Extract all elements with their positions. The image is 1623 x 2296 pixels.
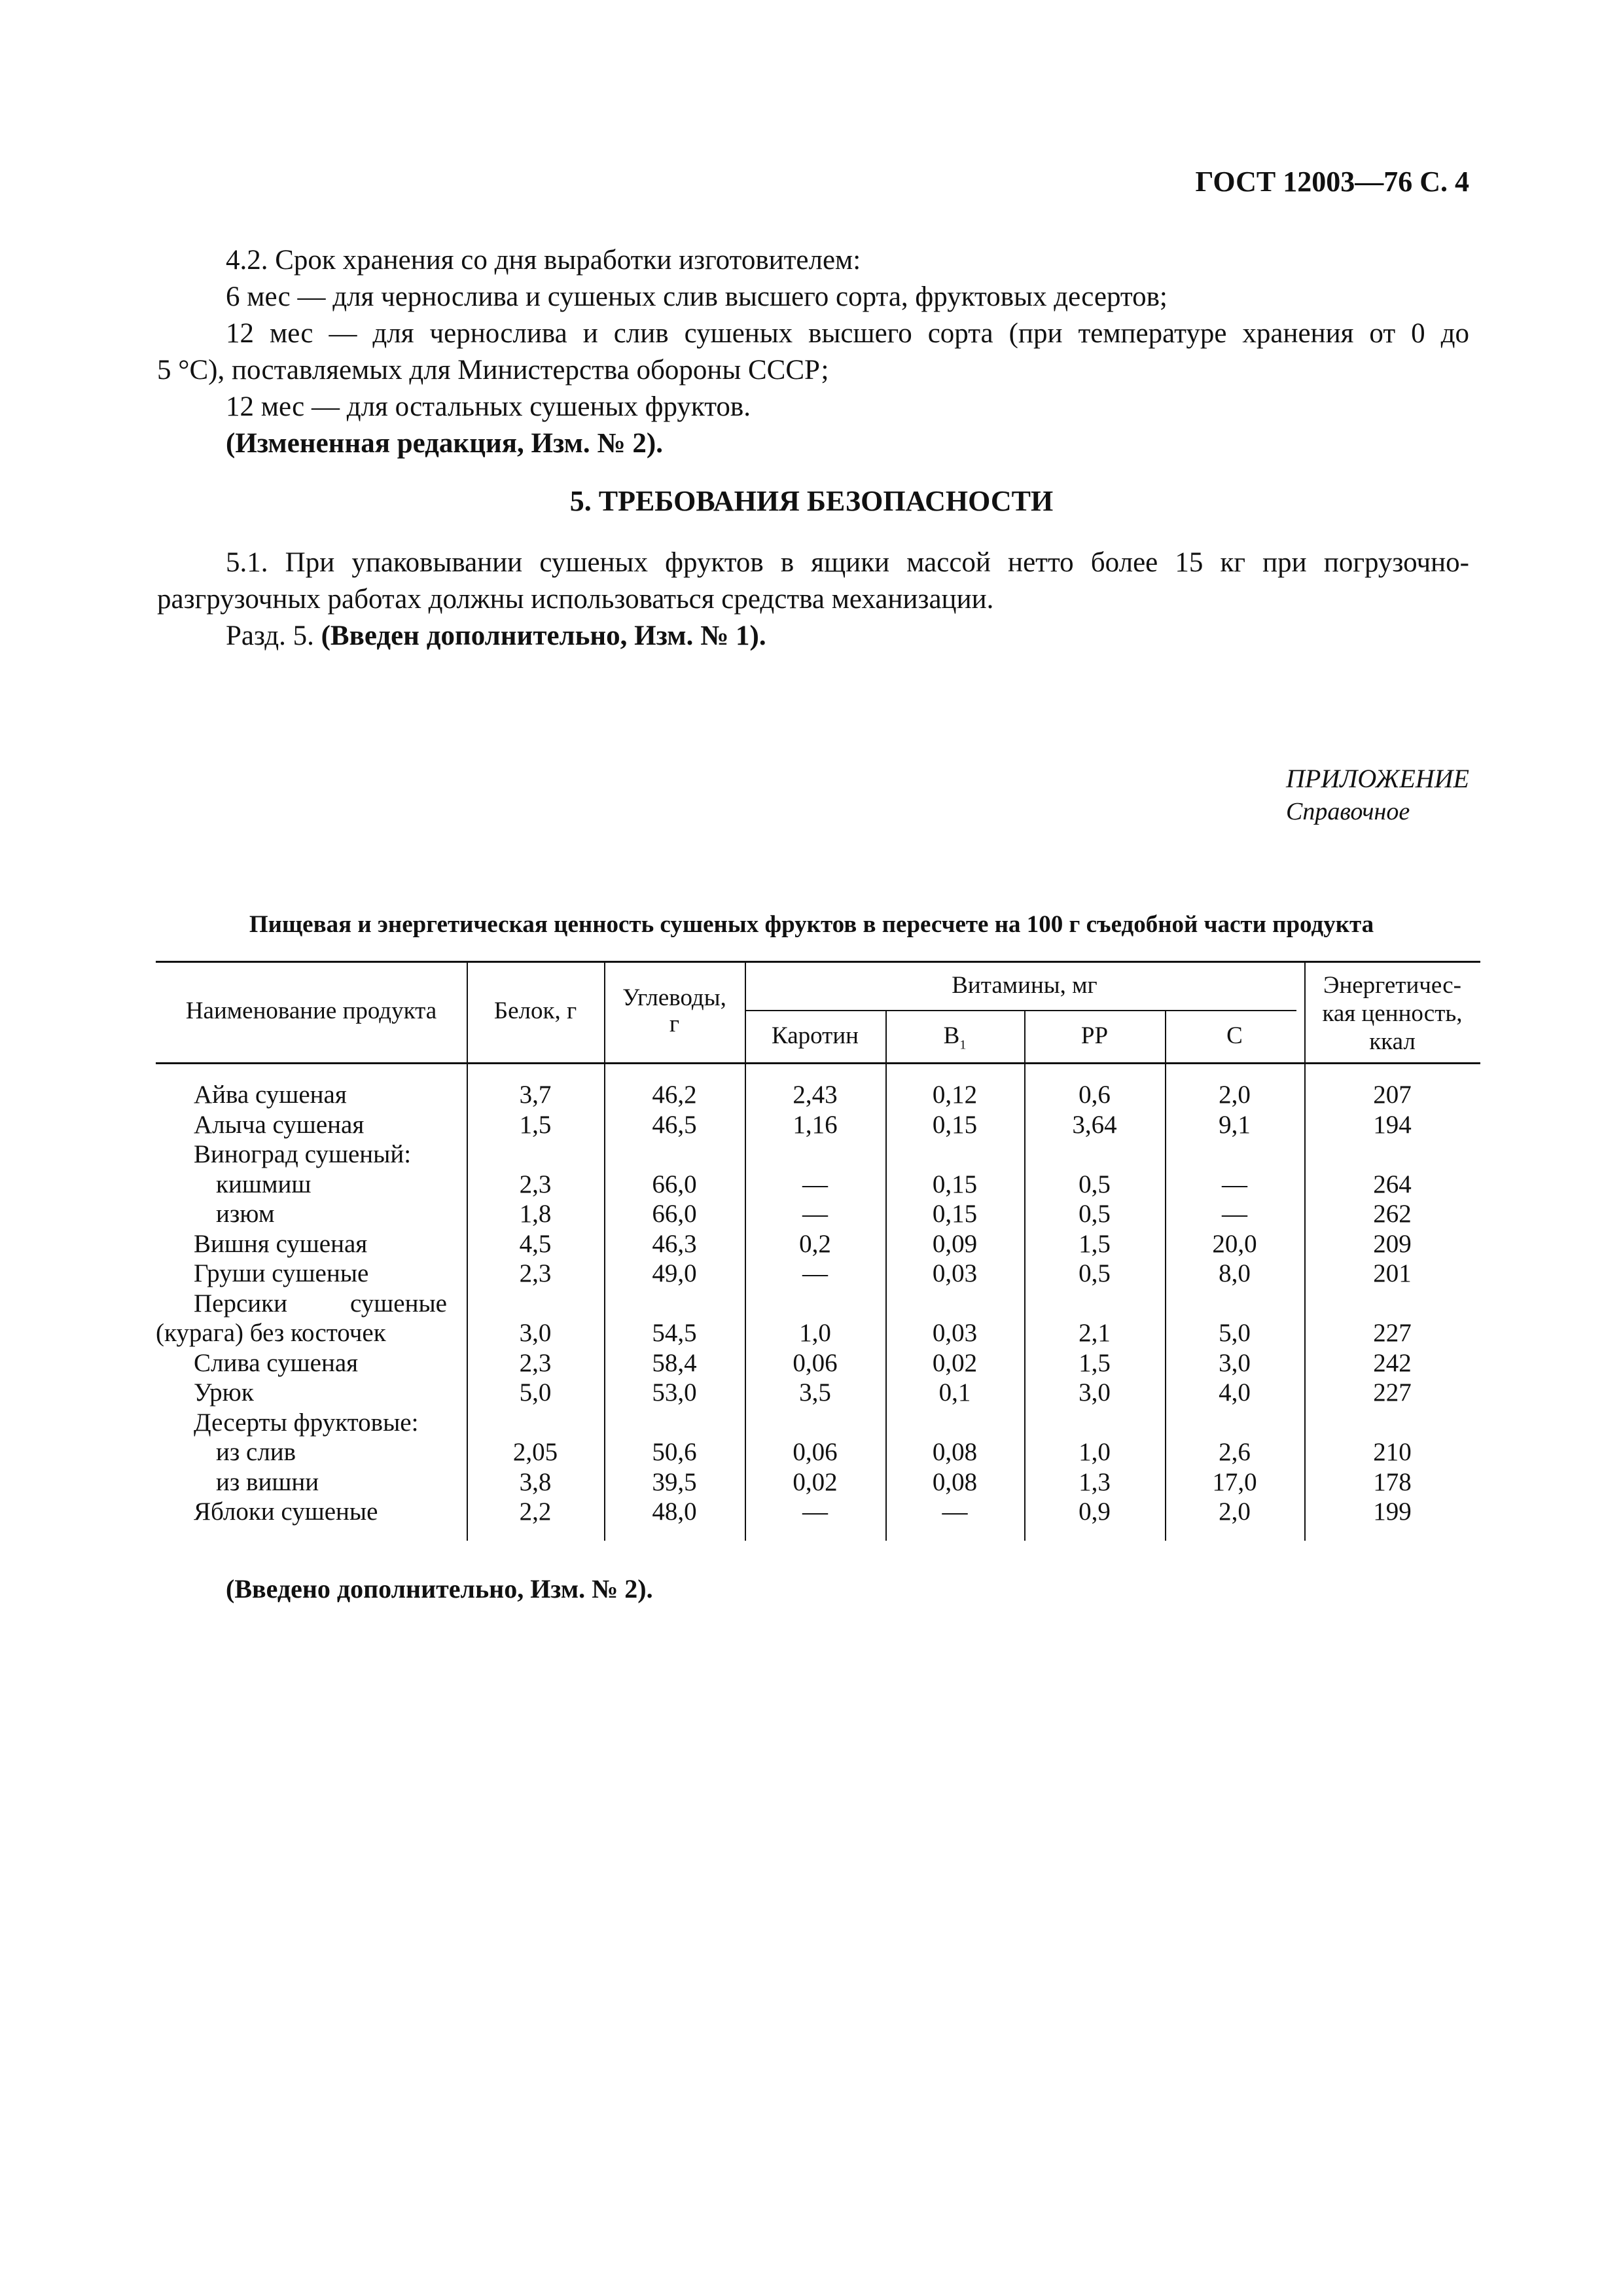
header-carbs-line-2: г: [669, 1011, 680, 1037]
row-protein-value: 3,8: [519, 1467, 552, 1496]
row-energy-value: 199: [1373, 1498, 1412, 1526]
row-product-name: изюм: [216, 1200, 275, 1228]
header-pp: PP: [1080, 1022, 1109, 1049]
header-c: C: [1226, 1022, 1243, 1049]
row-carotene-value: 0,06: [793, 1438, 838, 1466]
header-carbs-line-1: Углеводы,: [622, 984, 726, 1011]
storage-line-2: 6 мес — для чернослива и сушеных слив высшего сорта, фруктовых десертов;: [226, 281, 1168, 312]
row-protein-value: 3,7: [519, 1081, 552, 1109]
row-carbs-value: 46,3: [652, 1229, 697, 1258]
row-carotene-value: —: [802, 1200, 828, 1228]
row-c-value: 2,0: [1219, 1081, 1251, 1109]
row-pp-value: 1,5: [1079, 1348, 1111, 1377]
row-pp-value: 2,1: [1079, 1319, 1111, 1347]
row-energy-value: 207: [1373, 1081, 1412, 1109]
row-pp-value: 1,0: [1079, 1438, 1111, 1466]
row-c-value: 4,0: [1219, 1378, 1251, 1407]
row-protein-value: 2,3: [519, 1170, 552, 1198]
row-c-value: 8,0: [1219, 1259, 1251, 1287]
row-b1-value: 0,09: [932, 1229, 978, 1258]
row-energy-value: 201: [1373, 1259, 1412, 1287]
header-b1-subscript: 1: [959, 1037, 967, 1052]
row-c-value: 20,0: [1212, 1229, 1257, 1258]
row-carotene-value: —: [802, 1498, 828, 1526]
row-product-name: Слива сушеная: [194, 1348, 359, 1377]
row-product-name: Десерты фруктовые:: [194, 1408, 419, 1437]
row-c-value: 9,1: [1219, 1110, 1251, 1139]
section-5-reference: [226, 618, 766, 655]
row-protein-value: 1,8: [519, 1200, 552, 1228]
row-product-name: из вишни: [216, 1467, 319, 1496]
row-b1-value: 0,15: [932, 1170, 978, 1198]
header-carotene: Каротин: [772, 1022, 859, 1049]
row-b1-value: 0,03: [932, 1319, 978, 1347]
row-product-name: (курага) без косточек: [156, 1319, 386, 1347]
row-product-name: Виноград сушеный:: [194, 1140, 412, 1168]
row-b1-value: 0,02: [932, 1348, 978, 1377]
section-5-reference-prefix: Разд. 5.: [226, 620, 314, 651]
row-protein-value: 5,0: [519, 1378, 552, 1407]
row-energy-value: 227: [1373, 1319, 1412, 1347]
appendix-subtitle: Справочное: [1286, 798, 1410, 825]
row-b1-value: 0,15: [932, 1200, 978, 1228]
row-pp-value: 0,5: [1079, 1259, 1111, 1287]
row-protein-value: 4,5: [519, 1229, 552, 1258]
row-product-name: Груши сушеные: [194, 1259, 369, 1287]
header-name: Наименование продукта: [185, 997, 437, 1024]
row-carotene-value: 1,16: [793, 1110, 838, 1139]
vitamins-divider: [745, 1010, 1296, 1011]
section-5-paragraph-line-2: разгрузочных работах должны использоваться средства механизации.: [157, 584, 994, 615]
table-header-bottom-border: [156, 1062, 1480, 1064]
row-carbs-value: 54,5: [652, 1319, 697, 1347]
row-carotene-value: 0,2: [799, 1229, 831, 1258]
row-carotene-value: —: [802, 1259, 828, 1287]
row-product-name: кишмиш: [216, 1170, 312, 1198]
header-vitamins: Витамины, мг: [952, 972, 1097, 999]
header-b1-letter: B: [943, 1022, 960, 1049]
storage-line-3a: 12 мес — для чернослива и слив сушеных высшего сорта (при температуре хранения от 0 до: [226, 318, 1469, 349]
row-protein-value: 2,2: [519, 1498, 552, 1526]
storage-line-1: 4.2. Срок хранения со дня выработки изготовителем:: [226, 245, 861, 276]
row-b1-value: —: [942, 1498, 968, 1526]
row-carbs-value: 66,0: [652, 1200, 697, 1228]
row-carbs-value: 39,5: [652, 1467, 697, 1496]
row-product-name: Айва сушеная: [194, 1081, 347, 1109]
row-product-name: Вишня сушеная: [194, 1229, 368, 1258]
row-product-name: Яблоки сушеные: [194, 1498, 378, 1526]
row-protein-value: 2,3: [519, 1259, 552, 1287]
row-b1-value: 0,08: [932, 1438, 978, 1466]
row-pp-value: 0,9: [1079, 1498, 1111, 1526]
table-top-border: [156, 961, 1480, 963]
row-c-value: 17,0: [1212, 1467, 1257, 1496]
row-energy-value: 194: [1373, 1110, 1412, 1139]
row-energy-value: 242: [1373, 1348, 1412, 1377]
row-carotene-value: 0,06: [793, 1348, 838, 1377]
row-pp-value: 0,5: [1079, 1200, 1111, 1228]
row-energy-value: 178: [1373, 1467, 1412, 1496]
row-b1-value: 0,1: [938, 1378, 971, 1407]
storage-line-3b: 5 °С), поставляемых для Министерства обороны СССР;: [157, 355, 829, 386]
row-carotene-value: 1,0: [799, 1319, 831, 1347]
row-product-name: Урюк: [194, 1378, 254, 1407]
storage-line-4: 12 мес — для остальных сушеных фруктов.: [226, 391, 751, 422]
row-energy-value: 264: [1373, 1170, 1412, 1198]
row-c-value: —: [1222, 1200, 1247, 1228]
row-protein-value: 2,05: [512, 1438, 558, 1466]
row-carotene-value: —: [802, 1170, 828, 1198]
row-carbs-value: 50,6: [652, 1438, 697, 1466]
row-pp-value: 0,5: [1079, 1170, 1111, 1198]
row-carotene-value: 3,5: [799, 1378, 831, 1407]
row-product-name: из слив: [216, 1438, 296, 1466]
row-pp-value: 0,6: [1079, 1081, 1111, 1109]
row-carbs-value: 58,4: [652, 1348, 697, 1377]
section-5-reference-amendment: (Введен дополнительно, Изм. № 1).: [321, 620, 766, 651]
header-b1: [885, 1021, 1024, 1060]
section-5-paragraph-line-1: 5.1. При упаковывании сушеных фруктов в ящики массой нетто более 15 кг при погрузочно-: [226, 547, 1469, 578]
storage-amendment: (Измененная редакция, Изм. № 2).: [226, 428, 663, 459]
row-pp-value: 1,5: [1079, 1229, 1111, 1258]
row-carbs-value: 49,0: [652, 1259, 697, 1287]
header-energy-line-1: Энергетичес-: [1323, 972, 1461, 999]
row-product-name: Алыча сушеная: [194, 1110, 365, 1139]
table-title: Пищевая и энергетическая ценность сушеных фруктов в пересчете на 100 г съедобной части продукта: [249, 911, 1374, 938]
row-protein-value: 2,3: [519, 1348, 552, 1377]
row-energy-value: 227: [1373, 1378, 1412, 1407]
row-c-value: 3,0: [1219, 1348, 1251, 1377]
row-carbs-value: 48,0: [652, 1498, 697, 1526]
row-protein-value: 3,0: [519, 1319, 552, 1347]
section-5-title: 5. ТРЕБОВАНИЯ БЕЗОПАСНОСТИ: [569, 485, 1054, 517]
row-pp-value: 3,64: [1072, 1110, 1117, 1139]
row-product-name: Персики сушеные: [194, 1289, 447, 1318]
row-carbs-value: 66,0: [652, 1170, 697, 1198]
page-header: ГОСТ 12003—76 С. 4: [1195, 166, 1469, 198]
header-energy-line-3: ккал: [1369, 1028, 1416, 1055]
row-carotene-value: 2,43: [793, 1081, 838, 1109]
row-b1-value: 0,12: [932, 1081, 978, 1109]
row-c-value: 5,0: [1219, 1319, 1251, 1347]
row-b1-value: 0,08: [932, 1467, 978, 1496]
appendix-title: ПРИЛОЖЕНИЕ: [1286, 764, 1469, 793]
row-protein-value: 1,5: [519, 1110, 552, 1139]
row-carbs-value: 53,0: [652, 1378, 697, 1407]
row-b1-value: 0,15: [932, 1110, 978, 1139]
header-protein: Белок, г: [493, 997, 577, 1024]
row-carotene-value: 0,02: [793, 1467, 838, 1496]
row-pp-value: 3,0: [1079, 1378, 1111, 1407]
row-energy-value: 262: [1373, 1200, 1412, 1228]
row-c-value: 2,0: [1219, 1498, 1251, 1526]
row-carbs-value: 46,2: [652, 1081, 697, 1109]
table-footnote: (Введено дополнительно, Изм. № 2).: [226, 1574, 653, 1604]
row-b1-value: 0,03: [932, 1259, 978, 1287]
row-carbs-value: 46,5: [652, 1110, 697, 1139]
row-pp-value: 1,3: [1079, 1467, 1111, 1496]
header-energy-line-2: кая ценность,: [1322, 1000, 1463, 1027]
row-energy-value: 210: [1373, 1438, 1412, 1466]
row-energy-value: 209: [1373, 1229, 1412, 1258]
row-c-value: —: [1222, 1170, 1247, 1198]
row-c-value: 2,6: [1219, 1438, 1251, 1466]
